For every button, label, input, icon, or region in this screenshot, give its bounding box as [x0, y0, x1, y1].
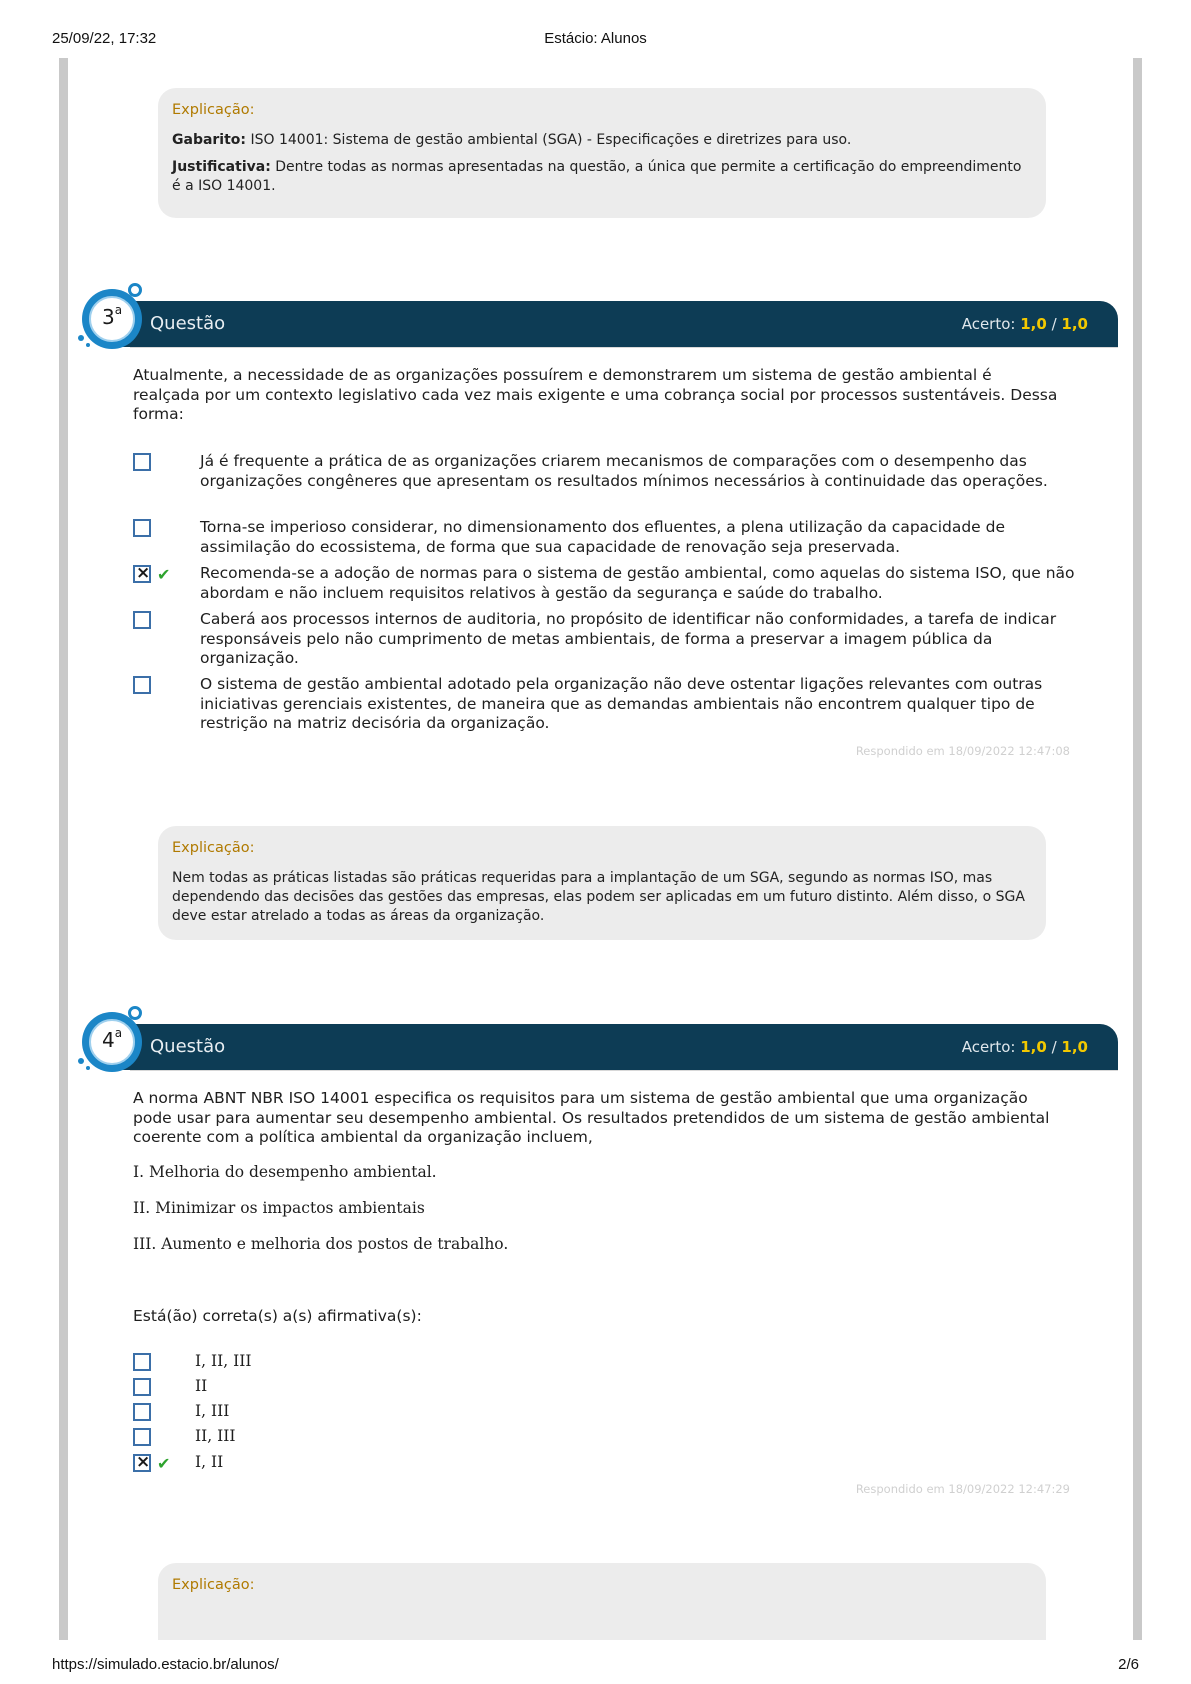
explanation-title: Explicação:: [172, 840, 255, 856]
checkbox-checked[interactable]: [133, 1454, 151, 1472]
statement-item: II. Minimizar os impactos ambientais: [133, 1199, 425, 1217]
justificativa-text: Dentre todas as normas apresentadas na questão, a única que permite a certificação do empreendimento é a ISO 14001.: [172, 159, 1022, 194]
badge-dot-icon: [86, 1066, 90, 1070]
page-border-left: [59, 58, 68, 1640]
option-text: Recomenda-se a adoção de normas para o sistema de gestão ambiental, como aquelas do sistema ISO, que não abordam e não incluem requisitos relativos à gestão da segurança e saúde do trabalho.: [200, 564, 1075, 602]
option-text: Caberá aos processos internos de auditoria, no propósito de identificar não conformidades, a tarefa de indicar responsáveis pelo não cumprimento de metas ambientais, de forma a preservar a imagem pública da organização.: [200, 610, 1057, 667]
question-label: Questão: [150, 1036, 226, 1057]
answered-timestamp: Respondido em 18/09/2022 12:47:29: [855, 1482, 1070, 1496]
justificativa-label: Justificativa:: [172, 159, 271, 175]
score-value: 1,0: [1020, 315, 1047, 333]
correct-check-icon: ✔: [157, 565, 171, 584]
option-text: Torna-se imperioso considerar, no dimensionamento dos efluentes, a plena utilização da capacidade de assimilação do ecossistema, de forma que sua capacidade de renovação seja preservada.: [200, 518, 1006, 556]
print-header: [52, 30, 1139, 50]
score-sep: /: [1046, 315, 1062, 333]
score-total: 1,0: [1061, 315, 1088, 333]
explanation-box-q2: [158, 88, 1046, 218]
badge-dot-icon: [128, 283, 142, 297]
gabarito-text: ISO 14001: Sistema de gestão ambiental (SGA) - Especificações e diretrizes para uso.: [246, 132, 852, 148]
question-number-badge-3: [76, 283, 146, 353]
score: [962, 1038, 1088, 1056]
explanation-title: Explicação:: [172, 102, 255, 118]
option-text: II: [195, 1377, 208, 1395]
print-footer: [52, 1656, 1139, 1676]
scrollbar[interactable]: [1133, 58, 1142, 1640]
print-title: Estácio: Alunos: [544, 30, 647, 47]
option-text: I, II: [195, 1453, 224, 1471]
explanation-box-q4: [158, 1563, 1046, 1640]
correct-check-icon: ✔: [157, 1454, 171, 1473]
checkbox[interactable]: [133, 453, 151, 471]
score-label: Acerto:: [961, 315, 1016, 333]
score-total: 1,0: [1061, 1038, 1088, 1056]
gabarito-label: Gabarito:: [172, 132, 247, 148]
checkbox[interactable]: [133, 519, 151, 537]
badge-digit: 4: [101, 1028, 115, 1052]
question-header-3: [120, 301, 1118, 347]
option-text: Já é frequente a prática de as organizações criarem mecanismos de comparações com o desempenho das organizações congêneres que apresentam os resultados mínimos necessários à continuidade das operações.: [200, 452, 1048, 490]
gabarito: [172, 131, 1032, 150]
badge-dot-icon: [128, 1006, 142, 1020]
question-prompt: Está(ão) correta(s) a(s) afirmativa(s):: [133, 1307, 422, 1325]
option-text: I, III: [195, 1402, 230, 1420]
explanation-title: Explicação:: [172, 1577, 255, 1593]
badge-dot-icon: [78, 1058, 84, 1064]
question-header-4: [120, 1024, 1118, 1070]
print-url: https://simulado.estacio.br/alunos/: [52, 1656, 279, 1673]
score-label: Acerto:: [961, 1038, 1016, 1056]
score-sep: /: [1046, 1038, 1062, 1056]
print-date: 25/09/22, 17:32: [52, 30, 157, 47]
statement-item: III. Aumento e melhoria dos postos de trabalho.: [133, 1235, 509, 1253]
option-text: I, II, III: [195, 1352, 252, 1370]
checkbox[interactable]: [133, 611, 151, 629]
print-page-number: 2/6: [1118, 1656, 1139, 1673]
explanation-box-q3: [158, 826, 1046, 940]
badge-dot-icon: [86, 343, 90, 347]
answered-timestamp: Respondido em 18/09/2022 12:47:08: [855, 744, 1070, 758]
checkbox[interactable]: [133, 1353, 151, 1371]
question-number-badge-4: [76, 1006, 146, 1076]
question-statement: Atualmente, a necessidade de as organizações possuírem e demonstrarem um sistema de gestão ambiental é realçada por um contexto legislativo cada vez mais exigente e uma cobrança social por processos sustentáveis. Dessa forma:: [133, 366, 1058, 423]
badge-dot-icon: [78, 335, 84, 341]
question-label: Questão: [150, 313, 226, 334]
statement-item: I. Melhoria do desempenho ambiental.: [133, 1163, 437, 1181]
badge-number: [91, 305, 133, 329]
option-text: O sistema de gestão ambiental adotado pela organização não deve ostentar ligações relevantes com outras iniciativas gerenciais existentes, de maneira que as demandas ambientais não encontrem qualquer tipo de restrição na matriz decisória da organização.: [200, 675, 1043, 732]
option-text: II, III: [195, 1427, 236, 1445]
badge-digit: 3: [101, 305, 115, 329]
badge-suffix: a: [114, 303, 123, 317]
badge-number: [91, 1028, 133, 1052]
justificativa: [172, 158, 1032, 196]
question-divider: [130, 347, 1118, 348]
checkbox-checked[interactable]: [133, 565, 151, 583]
question-statement: A norma ABNT NBR ISO 14001 especifica os requisitos para um sistema de gestão ambiental que uma organização pode usar para aumentar seu desempenho ambiental. Os resultados pretendidos de um sistema de gestão ambiental coerente com a política ambiental da organização incluem,: [133, 1089, 1050, 1146]
score: [962, 315, 1088, 333]
checkbox[interactable]: [133, 1428, 151, 1446]
score-value: 1,0: [1020, 1038, 1047, 1056]
explanation-text: Nem todas as práticas listadas são práticas requeridas para a implantação de um SGA, segundo as normas ISO, mas dependendo das decisões das gestões das empresas, elas podem ser aplicadas em um futuro distinto. Além disso, o SGA deve estar atrelado a todas as áreas da organização.: [172, 870, 1025, 924]
checkbox[interactable]: [133, 1403, 151, 1421]
checkbox[interactable]: [133, 676, 151, 694]
checkbox[interactable]: [133, 1378, 151, 1396]
badge-suffix: a: [114, 1026, 123, 1040]
question-divider: [130, 1070, 1118, 1071]
